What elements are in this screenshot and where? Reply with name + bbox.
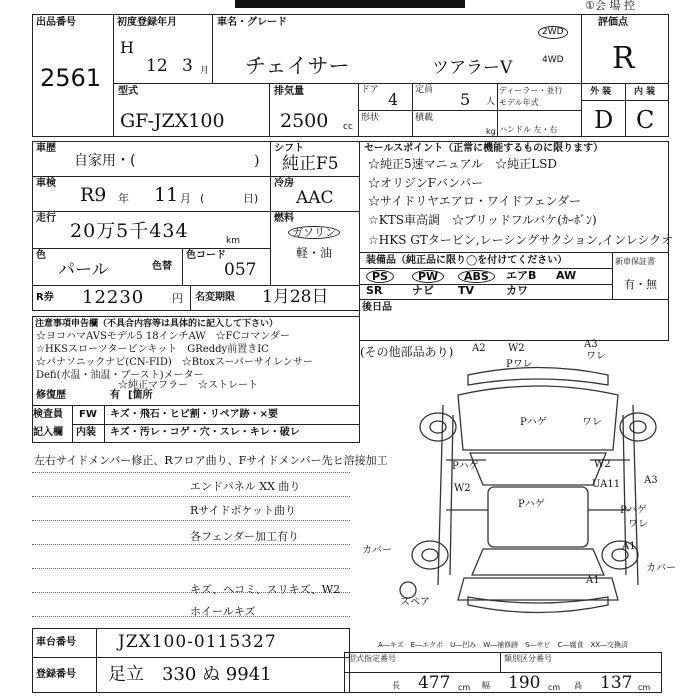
shaken-day-unit: 日)	[243, 192, 259, 205]
lot-label: 出品番号	[36, 17, 76, 28]
diagram-mark: W2	[454, 483, 471, 494]
reg-month: 3	[182, 56, 193, 76]
int-codes: キズ・汚レ・コゲ・穴・スレ・キレ・破レ	[110, 427, 300, 438]
height-label: 高	[574, 681, 582, 690]
equipment-title: 装備品（純正品に限り◯を付けてください）	[366, 255, 568, 266]
form-label: 型式指定番号	[348, 654, 396, 663]
remark-line	[32, 568, 350, 569]
notes-item-3: ☆パナソニックナビ(CN-FID) ☆Btoxスーパーサイレンサー	[36, 357, 313, 368]
venue-label: ①会 場 控	[585, 0, 635, 12]
color-value: パール	[58, 260, 109, 280]
sales-title: セールスポイント（正常に機能するものに限ります）	[364, 143, 604, 154]
length-label: 長	[392, 681, 400, 690]
plate-value: 足立 330 ぬ 9941	[108, 664, 272, 685]
shift-label: シフト	[274, 143, 304, 154]
spec-mid-line	[358, 110, 582, 111]
reg-use-close: )	[254, 153, 260, 169]
fw-codes: キズ・飛石・ヒビ割・リペア跡・×要	[110, 409, 278, 420]
recycle-divider	[190, 285, 191, 311]
color-code-value: 057	[224, 260, 257, 280]
sales-item-3: ☆サイドリヤエアロ・ワイドフェンダー	[368, 194, 582, 208]
diagram-mark: Pワレ	[506, 359, 533, 370]
score-value: R	[612, 41, 635, 76]
model-year-label: モデル年式	[499, 98, 539, 107]
shaken-label: 車検	[36, 178, 56, 189]
height-value: 137	[600, 673, 633, 693]
repair-place: [箇所	[128, 390, 153, 401]
diagram-mark: Pハゲ	[518, 499, 545, 510]
disp-label: 排気量	[274, 86, 304, 97]
dims-divider	[500, 652, 501, 672]
equipment-item: TV	[458, 284, 475, 297]
left-line-3	[32, 248, 270, 249]
color-code-label: 色コード	[186, 250, 226, 261]
color-change-label: 色替	[152, 261, 172, 272]
recycle-value: 12230	[82, 287, 145, 308]
remark-2: エンドパネル XX 曲り	[190, 480, 301, 493]
mileage-unit: km	[226, 236, 240, 246]
remark-5: キズ、ヘコミ、スリキズ、W2	[190, 583, 341, 596]
repair-label: 修復歴	[36, 390, 66, 401]
color-label: 色	[36, 250, 46, 261]
handle-label: ハンドル 左・右	[499, 125, 558, 134]
class-label: 類別区分番号	[504, 654, 552, 663]
height-unit: cm	[638, 683, 651, 692]
door-value: 4	[388, 90, 399, 109]
length-unit: cm	[458, 683, 471, 692]
inspection-divider-1	[72, 405, 73, 443]
notes-item-4: Defi(水温・油温・ブースト)メーター	[36, 370, 204, 381]
deadline-value: 1月28日	[262, 287, 329, 307]
remark-6: ホイールキズ	[190, 605, 256, 618]
seats-unit: 人	[486, 97, 496, 107]
left-line-1	[32, 176, 270, 177]
diagram-mark: A1	[586, 575, 600, 586]
reg-month-unit: 月	[200, 66, 210, 76]
notes-item-2: ☆HKSスローツタービンキット GReddy前置きIC	[36, 344, 269, 355]
disp-value: 2500	[280, 110, 329, 132]
damage-legend: A―キズ E―エクボ U―凹み W―補修跡 S―サビ C―腐食 XX―交換済	[378, 641, 629, 649]
shaken-month-unit: 月	[180, 192, 191, 205]
equipment-circle: PW	[412, 270, 444, 283]
notes-title: 注意事項申告欄（不具合内容等は具体的に記入して下さい）	[35, 319, 279, 329]
repair-value: 有	[110, 390, 120, 401]
diagram-mark: UA11	[592, 479, 621, 490]
remark-3: Rサイドポケット曲り	[190, 504, 296, 517]
equipment-new-divider	[612, 252, 613, 300]
rear-goods-label: 後日品	[362, 302, 392, 313]
equipment-row-line-2	[359, 284, 612, 285]
remark-4: 各フェンダー加工有り	[190, 530, 300, 543]
remark-line	[32, 544, 350, 545]
left-line-2	[32, 211, 270, 212]
chassis-label: 車台番号	[36, 637, 76, 648]
shape-label: 形状	[361, 113, 380, 123]
seats-label: 定員	[415, 85, 434, 95]
remark-line	[32, 472, 350, 473]
fuel-diesel: 軽・油	[296, 246, 333, 260]
length-value: 477	[418, 673, 451, 693]
diagram-mark: ワレ	[582, 417, 602, 428]
reg-year: 12	[146, 56, 168, 76]
diagram-mark: カバー	[646, 563, 676, 574]
lot-number: 2561	[40, 64, 102, 92]
dealer-label: ディーラー・並行	[499, 86, 563, 95]
score-label: 評価点	[598, 17, 628, 28]
ext-grade: D	[594, 106, 614, 134]
fw-label: FW	[79, 409, 97, 420]
sales-item-2: ☆オリジンFバンパー	[368, 176, 484, 190]
equipment-circle: ABS	[458, 270, 495, 283]
fuel-label: 燃料	[274, 213, 294, 224]
new-warranty-value: 有・無	[624, 278, 657, 291]
equipment-item: エアB	[506, 269, 537, 282]
disp-unit: cc	[343, 122, 353, 132]
left-mid-divider	[270, 141, 271, 285]
sales-item-5: ☆HKS GTタービン,レーシングサクション,インレシクオ	[368, 233, 674, 247]
equipment-item	[412, 270, 444, 283]
shaken-era: R9	[80, 184, 107, 206]
inspection-mid-line	[72, 424, 360, 425]
diagram-mark: W2	[508, 343, 525, 354]
shaken-day-paren: (	[200, 192, 205, 205]
drive-2wd-circle: 2WD	[538, 26, 568, 39]
ac-label: 冷房	[274, 178, 294, 189]
sales-item-4: ☆KTS車高調 ☆ブリッドフルバケ(ｶｰﾎﾞﾝ)	[368, 213, 597, 227]
parts-note: (その他部品あり)	[360, 345, 454, 359]
name-label: 車名・グレード	[217, 17, 287, 28]
inspector-label: 検査員	[33, 409, 63, 420]
diagram-mark: A3	[644, 475, 658, 486]
diagram-mark: ワレ	[628, 519, 648, 530]
reg-use-label: 車歴	[36, 143, 56, 154]
diagram-mark: Pハゲ	[520, 417, 547, 428]
diagram-mark: スペア	[400, 597, 430, 608]
color-divider	[182, 248, 183, 285]
equipment-item: AW	[556, 269, 577, 282]
kg-unit: kg	[486, 127, 496, 136]
new-warranty-label: 新車保証書	[615, 257, 655, 266]
remark-line	[32, 520, 350, 521]
shift-line	[270, 176, 360, 177]
shaken-year-unit: 年	[118, 192, 129, 205]
grade: ツアラーV	[432, 58, 513, 78]
mileage-label: 走行	[36, 213, 56, 224]
equipment-item	[458, 270, 495, 283]
car-diagram	[398, 335, 678, 635]
sales-item-1: ☆純正5速マニュアル ☆純正LSD	[368, 157, 557, 171]
header-bar-fragment	[235, 0, 465, 8]
deadline-label: 名変期限	[195, 292, 235, 303]
fuel-gas-circle: ガソリン	[288, 226, 340, 239]
inspection-divider-2	[104, 405, 105, 443]
entry-label: 記入欄	[33, 427, 63, 438]
shaken-month: 11	[154, 184, 179, 206]
width-value: 190	[508, 673, 541, 693]
diagram-mark: W2	[594, 459, 611, 470]
recycle-label: R券	[36, 292, 54, 303]
remark-1: 左右サイドメンバー修正、Rフロア曲り、Fサイドメンバー先ヒ溶接加工	[34, 454, 388, 467]
reg-use-value: 自家用・(	[74, 153, 136, 169]
diagram-mark: Pハゲ	[620, 505, 647, 516]
int-grade: C	[636, 106, 655, 134]
int-label: 内 装	[634, 87, 656, 97]
fuel-gas	[288, 226, 340, 239]
chassis-divider	[96, 628, 97, 658]
chassis-value: JZX100-0115327	[118, 632, 277, 652]
diagram-mark: A2	[472, 343, 486, 354]
equipment-item: SR	[366, 284, 383, 297]
notes-item-1: ☆ヨコハマAVSモデル5 18インチAW ☆FCコマンダー	[36, 331, 290, 342]
equipment-item: カワ	[506, 284, 528, 297]
equipment-item: ナビ	[412, 284, 434, 297]
notes-item-5: ☆純正マフラー ☆ストレート	[118, 380, 258, 391]
drive-2wd	[538, 26, 568, 39]
width-unit: cm	[548, 683, 561, 692]
seats-value: 5	[460, 90, 471, 109]
reg-era: H	[120, 38, 134, 57]
diagram-mark: A1	[622, 541, 636, 552]
ac-value: AAC	[296, 188, 334, 208]
plate-divider	[96, 657, 97, 693]
door-label: ドア	[361, 85, 379, 95]
plate-label: 登録番号	[36, 669, 76, 680]
width-label: 幅	[482, 681, 490, 690]
ac-line	[270, 211, 360, 212]
drive-4wd: 4WD	[542, 55, 564, 65]
int-label-inspection: 内装	[76, 427, 96, 438]
equipment-circle: PS	[366, 270, 394, 283]
equipment-item	[366, 270, 394, 283]
shift-value: 純正F5	[282, 154, 339, 174]
car-name: チェイサー	[245, 54, 350, 78]
remark-line	[32, 496, 350, 497]
diagram-mark: ワレ	[586, 351, 606, 362]
diagram-mark: カバー	[362, 545, 392, 556]
left-line-4	[32, 285, 360, 286]
diagram-mark: Pハゲ	[452, 461, 479, 472]
diagram-mark: A3	[584, 339, 598, 350]
type-value: GF-JZX100	[120, 110, 225, 132]
recycle-unit: 円	[172, 292, 183, 305]
ext-int-divider	[625, 83, 626, 137]
mileage-value: 20万5千434	[70, 220, 189, 242]
type-label: 型式	[118, 86, 138, 97]
reg-date-label: 初度登録年月	[117, 17, 177, 28]
load-label: 積載	[415, 113, 434, 123]
ext-label: 外 装	[590, 87, 612, 97]
